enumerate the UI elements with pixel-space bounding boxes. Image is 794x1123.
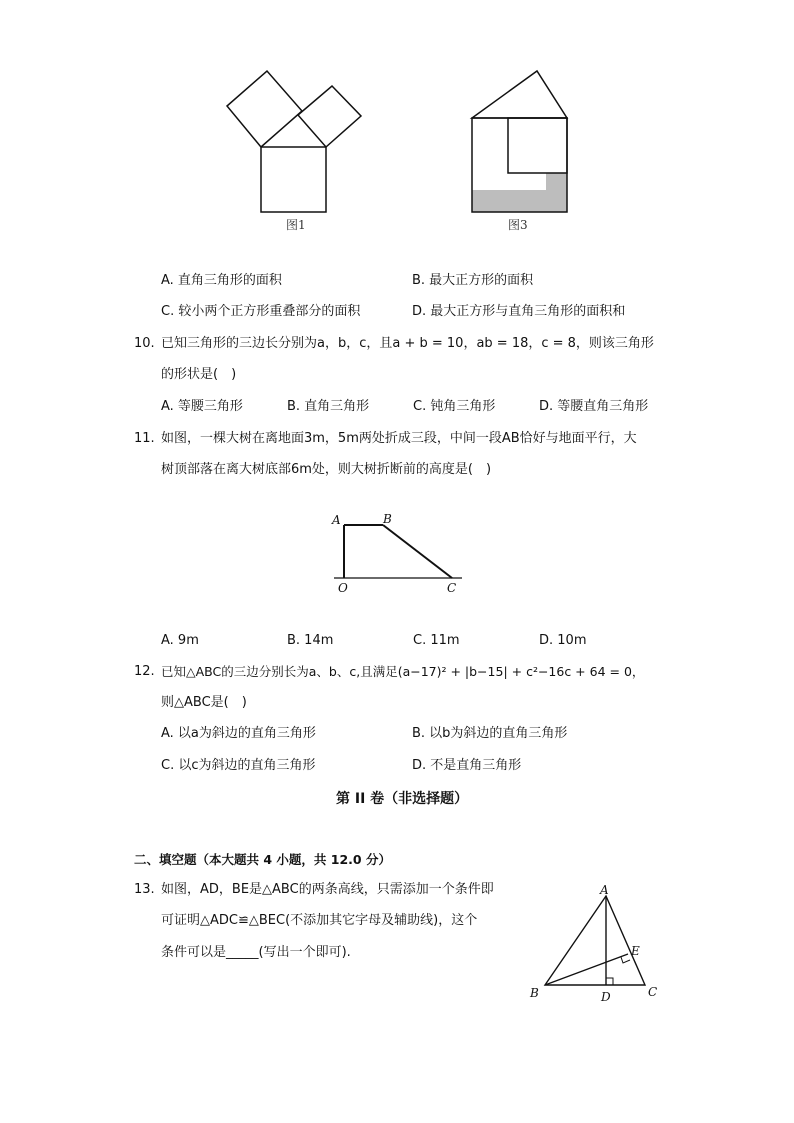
q11-label-c: C bbox=[447, 581, 457, 595]
q12-option-a: A. 以a为斜边的直角三角形 bbox=[161, 726, 316, 741]
q11-segment-bc bbox=[383, 525, 452, 578]
q13-label-b: B bbox=[530, 986, 539, 1000]
q13-label-c: C bbox=[648, 985, 658, 999]
q13-label-a: A bbox=[600, 883, 609, 897]
q9-option-b: B. 最大正方形的面积 bbox=[412, 273, 534, 288]
q13-altitude-be bbox=[545, 954, 628, 985]
q12-number: 12. bbox=[134, 664, 155, 679]
figure-1 bbox=[215, 60, 375, 235]
q9-option-c: C. 较小两个正方形重叠部分的面积 bbox=[161, 304, 361, 319]
q13-right-angle-d bbox=[606, 978, 613, 985]
q13-stem-line1: 如图，AD，BE是△ABC的两条高线，只需添加一个条件即 bbox=[161, 882, 494, 897]
q11-option-c: C. 11m bbox=[413, 633, 460, 648]
q10-stem-line1: 已知三角形的三边长分别为a，b，c，且a + b = 10，ab = 18，c = 8，则该三角形 bbox=[161, 336, 654, 351]
q10-option-b: B. 直角三角形 bbox=[287, 399, 370, 414]
q10-number: 10. bbox=[134, 336, 155, 351]
q11-figure bbox=[328, 508, 468, 600]
q12-option-c: C. 以c为斜边的直角三角形 bbox=[161, 758, 316, 773]
q11-number: 11. bbox=[134, 431, 155, 446]
q11-option-d: D. 10m bbox=[539, 633, 587, 648]
q13-triangle-abc bbox=[545, 896, 645, 985]
q11-stem-line2: 树顶部落在离大树底部6m处，则大树折断前的高度是( ) bbox=[161, 462, 492, 477]
q10-option-c: C. 钝角三角形 bbox=[413, 399, 496, 414]
q13-number: 13. bbox=[134, 882, 155, 897]
q13-label-d: D bbox=[601, 990, 611, 1004]
q11-stem-line1: 如图，一棵大树在离地面3m，5m两处折成三段，中间一段AB恰好与地面平行，大 bbox=[161, 431, 637, 446]
q11-option-a: A. 9m bbox=[161, 633, 199, 648]
q11-label-b: B bbox=[383, 512, 392, 526]
q10-option-a: A. 等腰三角形 bbox=[161, 399, 243, 414]
q13-stem-line2: 可证明△ADC≌△BEC(不添加其它字母及辅助线)，这个 bbox=[161, 913, 478, 928]
q11-label-a: A bbox=[332, 513, 341, 527]
fig3-caption: 图3 bbox=[508, 218, 528, 232]
q11-option-b: B. 14m bbox=[287, 633, 334, 648]
figure-3 bbox=[460, 60, 580, 235]
q13-figure bbox=[525, 880, 665, 1005]
q9-option-a: A. 直角三角形的面积 bbox=[161, 273, 282, 288]
q13-right-angle-e bbox=[621, 957, 630, 963]
q12-option-d: D. 不是直角三角形 bbox=[412, 758, 522, 773]
q13-label-e: E bbox=[631, 944, 640, 958]
part2-title: 第 II 卷（非选择题） bbox=[336, 791, 469, 807]
q10-option-d: D. 等腰直角三角形 bbox=[539, 399, 649, 414]
q12-stem-line1: 已知△ABC的三边分别长为a、b、c,且满足(a−17)² + |b−15| + c²−16c + 64 = 0， bbox=[161, 664, 645, 679]
fig1-caption: 图1 bbox=[286, 218, 306, 232]
q9-option-d: D. 最大正方形与直角三角形的面积和 bbox=[412, 304, 626, 319]
q10-stem-line2: 的形状是( ) bbox=[161, 367, 237, 382]
q13-stem-line3: 条件可以是_____(写出一个即可). bbox=[161, 945, 351, 960]
q11-label-o: O bbox=[338, 581, 348, 595]
q12-stem-line2: 则△ABC是( ) bbox=[161, 695, 247, 710]
section-fill-in-title: 二、填空题（本大题共 4 小题，共 12.0 分） bbox=[134, 852, 391, 867]
q12-option-b: B. 以b为斜边的直角三角形 bbox=[412, 726, 568, 741]
